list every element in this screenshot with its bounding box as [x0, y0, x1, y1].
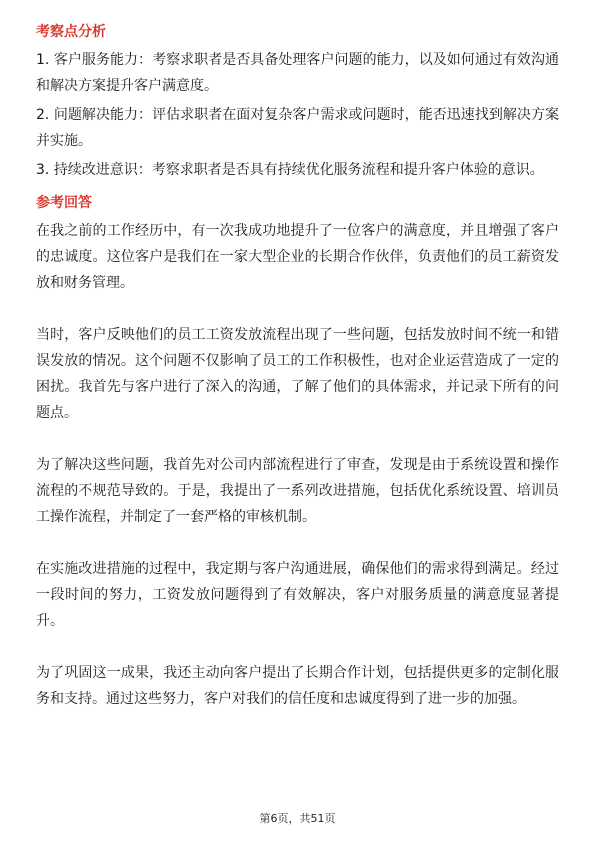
- analysis-heading: 考察点分析: [36, 24, 106, 40]
- page-number: 第6页，共51页: [259, 812, 336, 825]
- answer-paragraph-4: 在实施改进措施的过程中，我定期与客户沟通进展，确保他们的需求得到满足。经过一段时间的努力，工资发放问题得到了有效解决，客户对服务质量的满意度显著提升。: [36, 561, 559, 629]
- answer-paragraph-5: 为了巩固这一成果，我还主动向客户提出了长期合作计划，包括提供更多的定制化服务和支持。通过这些努力，客户对我们的信任度和忠诚度得到了进一步的加强。: [36, 665, 559, 707]
- answer-paragraph-1: 在我之前的工作经历中，有一次我成功地提升了一位客户的满意度，并且增强了客户的忠诚度。这位客户是我们在一家大型企业的长期合作伙伴，负责他们的员工薪资发放和财务管理。: [36, 223, 559, 291]
- analysis-point-1: 1. 客户服务能力：考察求职者是否具备处理客户问题的能力，以及如何通过有效沟通和解决方案提升客户满意度。: [36, 52, 559, 94]
- answer-paragraph-2: 当时，客户反映他们的员工工资发放流程出现了一些问题，包括发放时间不统一和错误发放的情况。这个问题不仅影响了员工的工作积极性，也对企业运营造成了一定的困扰。我首先与客户进行了深入的沟通，了解了他们的具体需求，并记录下所有的问题点。: [36, 327, 559, 421]
- analysis-point-3: 3. 持续改进意识：考察求职者是否具有持续优化服务流程和提升客户体验的意识。: [36, 162, 544, 178]
- answer-paragraph-3: 为了解决这些问题，我首先对公司内部流程进行了审查，发现是由于系统设置和操作流程的不规范导致的。于是，我提出了一系列改进措施，包括优化系统设置、培训员工操作流程，并制定了一套严格的审核机制。: [36, 457, 559, 525]
- answer-heading: 参考回答: [36, 195, 92, 211]
- analysis-point-2: 2. 问题解决能力：评估求职者在面对复杂客户需求或问题时，能否迅速找到解决方案并实施。: [36, 107, 559, 149]
- document-page: [36, 22, 559, 712]
